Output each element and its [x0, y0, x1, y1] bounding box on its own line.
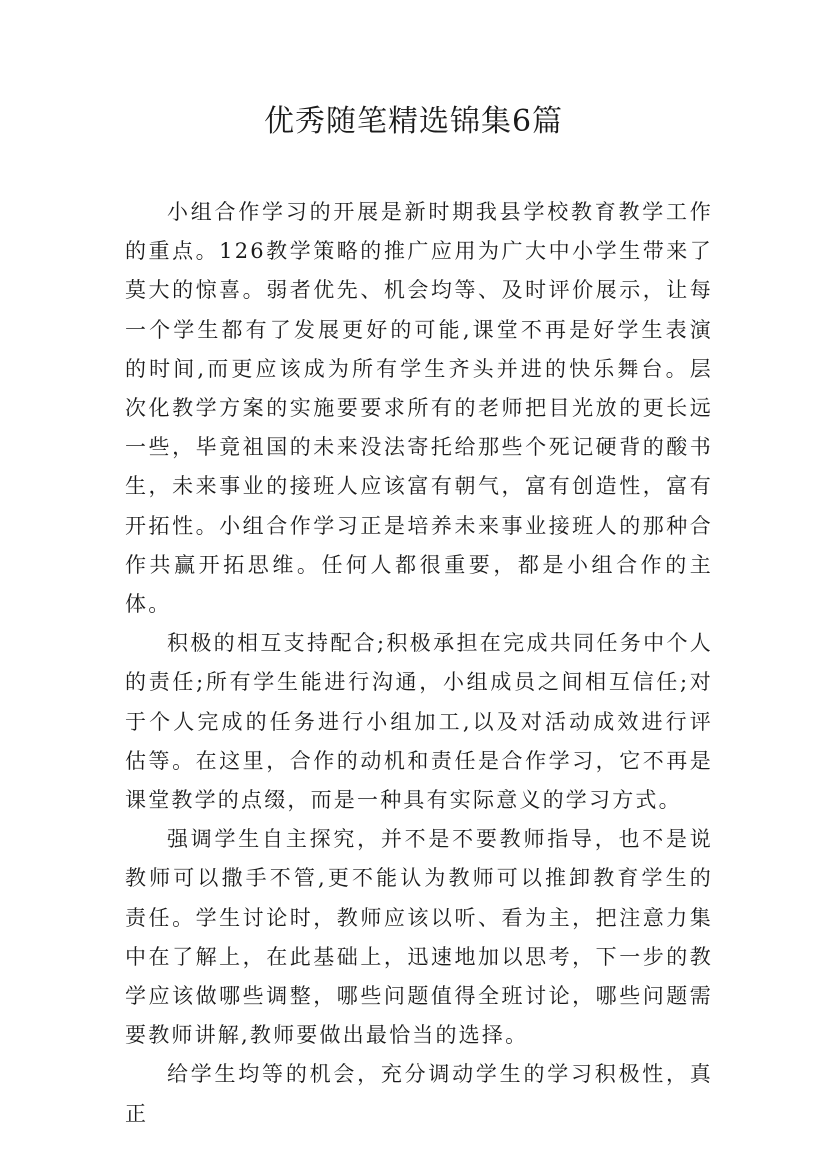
document-title: 优秀随笔精选锦集6篇	[263, 104, 564, 139]
paragraph: 积极的相互支持配合;积极承担在完成共同任务中个人的责任;所有学生能进行沟通，小组成员之间相互信任;对于个人完成的任务进行小组加工,以及对活动成效进行评估等。在这里，合作的动机和责任是合作学习，它不再是课堂教学的点缀，而是一种具有实际意义的学习方式。	[125, 631, 713, 813]
paragraph: 小组合作学习的开展是新时期我县学校教育教学工作的重点。126教学策略的推广应用为广大中小学生带来了莫大的惊喜。弱者优先、机会均等、及时评价展示，让每一个学生都有了发展更好的可能,课堂不再是好学生表演的时间,而更应该成为所有学生齐头并进的快乐舞台。层次化教学方案的实施要要求所有的老师把目光放的更长远一些，毕竟祖国的未来没法寄托给那些个死记硬背的酸书生，未来事业的接班人应该富有朝气，富有创造性，富有开拓性。小组合作学习正是培养未来事业接班人的那种合作共赢开拓思维。任何人都很重要，都是小组合作的主体。	[125, 200, 713, 617]
paragraph: 强调学生自主探究，并不是不要教师指导，也不是说教师可以撒手不管,更不能认为教师可以推卸教育学生的责任。学生讨论时，教师应该以听、看为主，把注意力集中在了解上，在此基础上，迅速地加以思考，下一步的教学应该做哪些调整，哪些问题值得全班讨论，哪些问题需要教师讲解,教师要做出最恰当的选择。	[125, 827, 713, 1048]
paragraph: 给学生均等的机会，充分调动学生的学习积极性，真正	[125, 1062, 713, 1126]
document-body	[125, 193, 713, 1134]
